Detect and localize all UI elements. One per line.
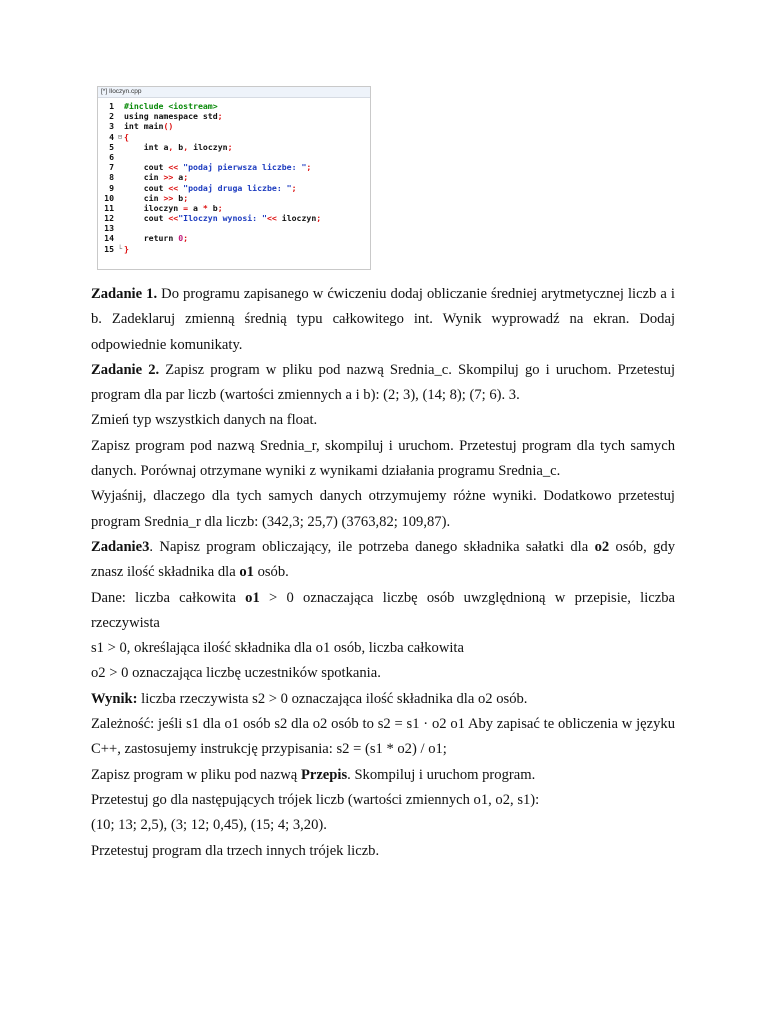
save-program-instruction: Zapisz program w pliku pod nazwą Przepis. Skompiluj i uruchom program.: [91, 766, 536, 783]
input-data-1: Dane: liczba całkowita o1 > 0 oznaczająca liczbę osób uwzględnioną w przepisie, liczba rzeczywista: [91, 589, 675, 631]
instruction-srednia-r: Zapisz program pod nazwą Srednia_r, skompiluj i uruchom. Przetestuj program dla tych samych danych. Porównaj otrzymane wyniki z wynikami działania programu Srednia_c.: [91, 437, 675, 480]
test-values: (10; 13; 2,5), (3; 12; 0,45), (15; 4; 3,20).: [91, 817, 327, 834]
code-text: return 0;: [143, 233, 189, 244]
code-text: int main(): [124, 121, 174, 132]
fold-gutter: [116, 121, 124, 131]
code-text: using namespace std;: [124, 111, 223, 122]
code-line: [98, 101, 370, 111]
line-number: 1: [109, 101, 114, 111]
fold-gutter: [116, 203, 124, 213]
line-number: 11: [104, 202, 114, 213]
fold-gutter: [116, 172, 124, 182]
code-line: [98, 132, 370, 142]
task-3: Zadanie3. Napisz program obliczający, ile potrzeba danego składnika sałatki dla o2 osób, gdy znasz ilość składnika dla o1 osób.: [91, 538, 676, 581]
code-line: [98, 111, 370, 121]
fold-gutter: [116, 101, 124, 111]
code-line: [98, 213, 370, 223]
document-body: [91, 282, 675, 864]
code-line: [98, 233, 370, 243]
test-other-values: Przetestuj program dla trzech innych trójek liczb.: [91, 842, 380, 859]
code-text: cout << "podaj druga liczbe: ";: [143, 182, 297, 193]
line-number: 2: [109, 111, 114, 122]
code-line: [98, 203, 370, 213]
formula-description: Zależność: jeśli s1 dla o1 osób s2 dla o2 osób to s2 = s1 · o2 o1 Aby zapisać te obliczenia w języku C++, zastosujemy instrukcję przypisania: s2 = (s1 * o2) / o1;: [91, 716, 675, 758]
code-text: #include <iostream>: [124, 101, 218, 111]
fold-gutter: [116, 223, 124, 233]
code-line: [98, 142, 370, 152]
code-line: [98, 193, 370, 203]
task-2: Zadanie 2. Zapisz program w pliku pod nazwą Srednia_c. Skompiluj go i uruchom. Przetestuj program dla par liczb (wartości zmiennych a i b): (2; 3), (14; 8); (7; 6). 3.: [91, 361, 675, 404]
code-text: cout <<"Iloczyn wynosi: "<< iloczyn;: [143, 213, 322, 224]
task-1: Zadanie 1. Do programu zapisanego w ćwiczeniu dodaj obliczanie średniej arytmetycznej liczb a i b. Zadeklaruj zmienną średnią typu całkowitego int. Wynik wyprowadź na ekran. Dodaj odpowiednie komunikaty.: [91, 286, 675, 353]
code-line: [98, 152, 370, 162]
code-line: [98, 162, 370, 172]
fold-marker-icon[interactable]: ⊟: [117, 132, 123, 141]
line-number: 3: [109, 121, 114, 132]
fold-gutter: [116, 183, 124, 193]
fold-gutter: [116, 162, 124, 172]
line-number: 9: [109, 182, 114, 193]
code-listing: [98, 98, 370, 254]
code-text: iloczyn = a * b;: [143, 202, 223, 213]
code-text: cout << "podaj pierwsza liczbe: ";: [143, 162, 312, 173]
code-line: [98, 223, 370, 233]
line-number: 14: [104, 233, 114, 244]
line-number: 13: [104, 223, 114, 234]
code-text: cin >> b;: [143, 192, 189, 203]
line-number: 15: [104, 243, 114, 254]
input-data-3: o2 > 0 oznaczająca liczbę uczestników spotkania.: [91, 665, 381, 682]
code-text: {: [124, 131, 129, 142]
fold-gutter: [116, 142, 124, 152]
line-number: 10: [104, 192, 114, 203]
fold-gutter: [116, 152, 124, 162]
line-number: 7: [109, 162, 114, 173]
code-screenshot: [97, 86, 371, 270]
code-line: [98, 244, 370, 254]
fold-gutter: [116, 213, 124, 223]
result-description: Wynik: liczba rzeczywista s2 > 0 oznaczająca ilość składnika dla o2 osób.: [91, 690, 528, 707]
instruction-explain: Wyjaśnij, dlaczego dla tych samych danych otrzymujemy różne wyniki. Dodatkowo przetestuj program Srednia_r dla liczb: (342,3; 25,7) (3763,82; 109,87).: [91, 488, 675, 530]
code-text: cin >> a;: [143, 172, 189, 183]
code-text: int a, b, iloczyn;: [143, 141, 233, 152]
editor-tab-title: [*] Iloczyn.cpp: [98, 87, 370, 98]
code-text: }: [124, 243, 129, 254]
line-number: 6: [109, 151, 114, 162]
input-data-2: s1 > 0, określająca ilość składnika dla o1 osób, liczba całkowita: [91, 640, 464, 657]
line-number: 8: [109, 172, 114, 183]
line-number: 12: [104, 213, 114, 224]
code-line: [98, 183, 370, 193]
fold-gutter: [116, 193, 124, 203]
fold-gutter: [116, 233, 124, 243]
line-number: 5: [109, 141, 114, 152]
line-number: 4: [109, 131, 114, 142]
test-instruction: Przetestuj go dla następujących trójek liczb (wartości zmiennych o1, o2, s1):: [91, 791, 540, 808]
instruction-float: Zmień typ wszystkich danych na float.: [91, 412, 318, 429]
code-line: [98, 121, 370, 131]
code-line: [98, 172, 370, 182]
fold-gutter: [116, 111, 124, 121]
fold-marker-icon: └: [117, 244, 123, 253]
